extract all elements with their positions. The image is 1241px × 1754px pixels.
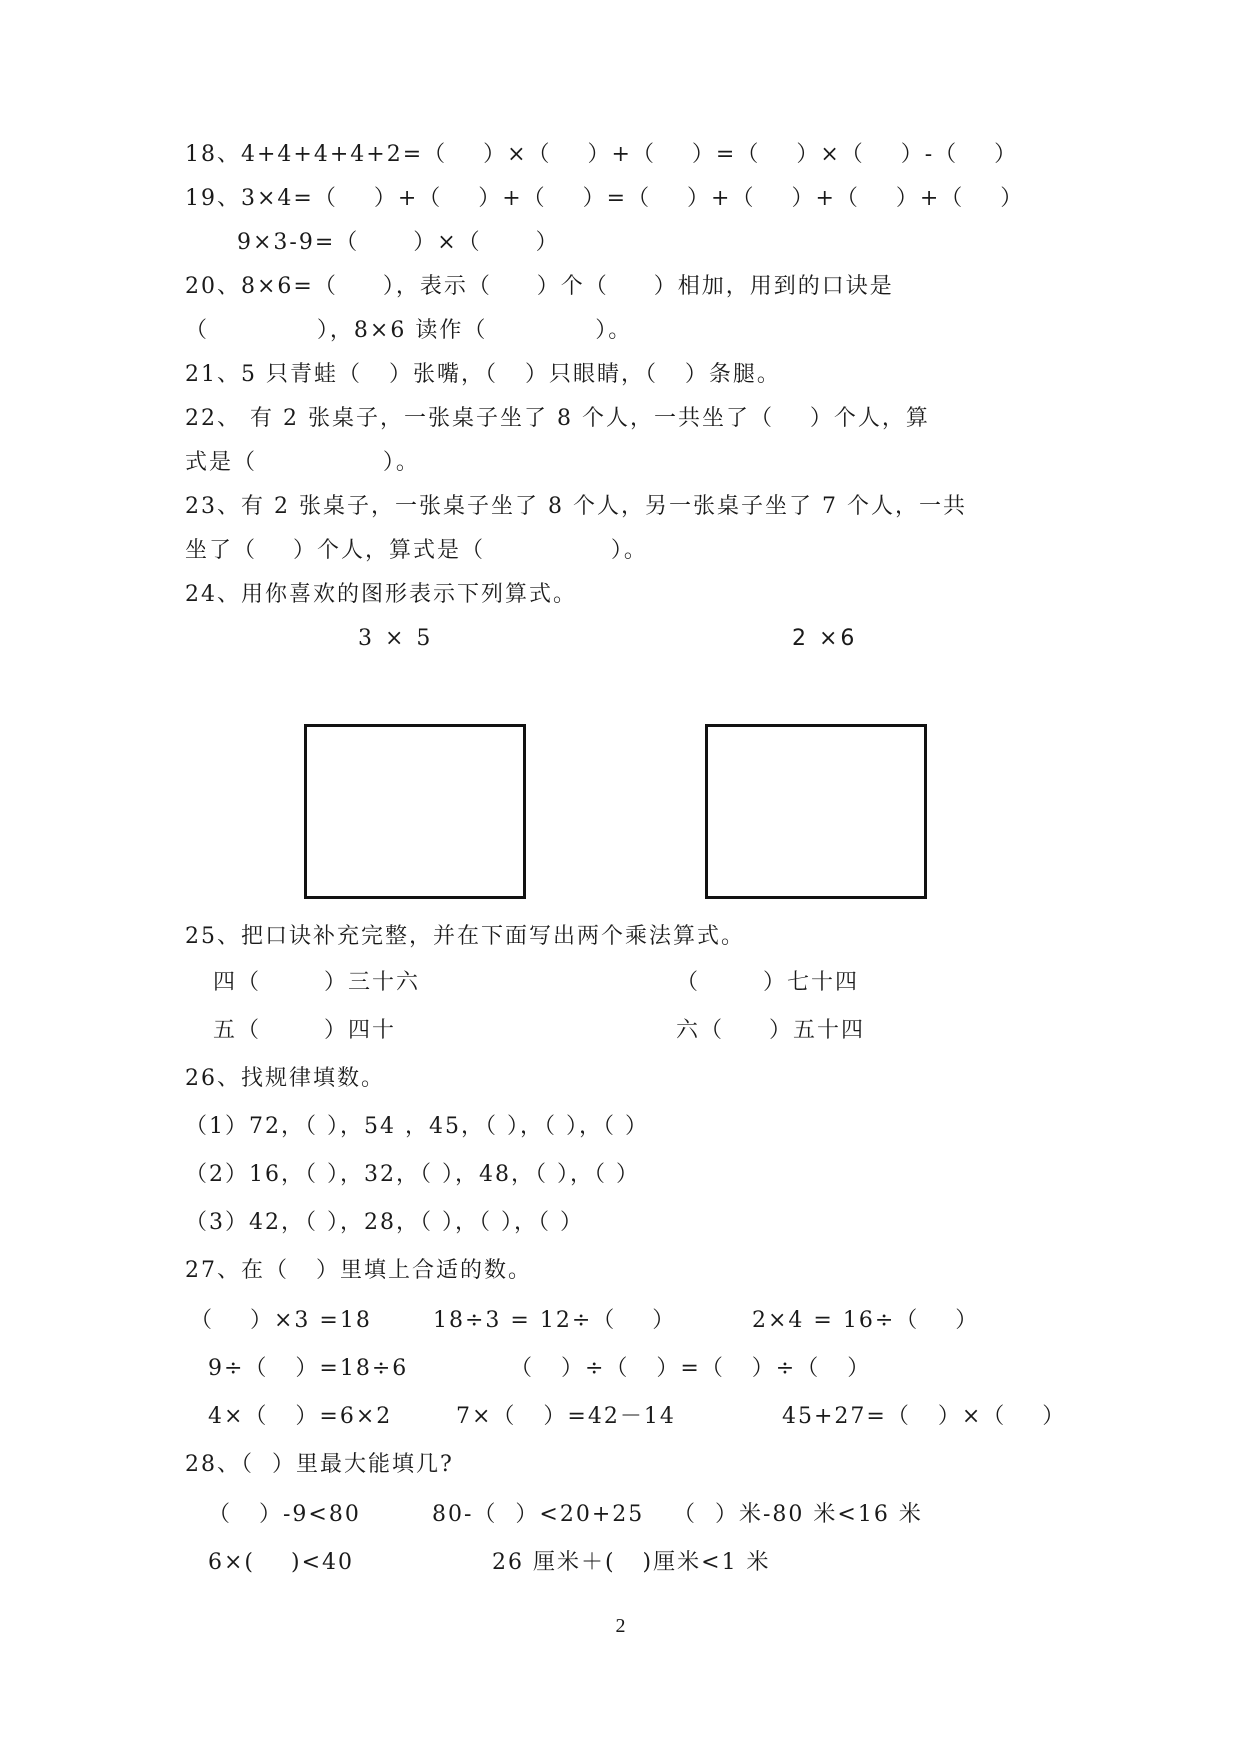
- question-24-right-expression: 2 ×6: [792, 626, 858, 651]
- question-27-r1-a: （ ）×3 =18: [190, 1308, 372, 1333]
- question-20-line-1: 20、8×6=（ ），表示（ ）个（ ）相加，用到的口诀是: [185, 274, 894, 299]
- question-25-row2-right: 六（ ）五十四: [676, 1018, 865, 1043]
- question-25-row1-left: 四（ ）三十六: [213, 970, 420, 995]
- question-26-item-1: （1）72，（ ），54 ，45，（ ），（ ），（ ）: [185, 1114, 649, 1139]
- question-22-line-2: 式是（ ）。: [185, 450, 420, 475]
- question-28-r2-a: 6×( )<40: [208, 1550, 354, 1575]
- question-27-r2-b: （ ）÷（ ）=（ ）÷（ ）: [510, 1356, 872, 1381]
- question-23-line-1: 23、有 2 张桌子，一张桌子坐了 8 个人，另一张桌子坐了 7 个人，一共: [185, 494, 967, 519]
- question-24-left-expression: 3 × 5: [358, 626, 434, 651]
- question-28: 28、（ ）里最大能填几?: [185, 1452, 454, 1477]
- question-25-row1-right: （ ）七十四: [676, 970, 859, 995]
- question-28-r1-b: 80-（ ）<20+25: [432, 1502, 645, 1527]
- question-25: 25、把口诀补充完整，并在下面写出两个乘法算式。: [185, 924, 745, 949]
- page-number: 2: [615, 1615, 626, 1637]
- question-27-r3-b: 7×（ ）=42－14: [456, 1404, 676, 1429]
- drawing-box-left[interactable]: [304, 724, 526, 899]
- question-27: 27、在（ ）里填上合适的数。: [185, 1258, 532, 1283]
- question-27-r3-c: 45+27=（ ）×（ ）: [782, 1404, 1067, 1429]
- question-27-r1-b: 18÷3 = 12÷（ ）: [433, 1308, 677, 1333]
- question-24: 24、用你喜欢的图形表示下列算式。: [185, 582, 577, 607]
- question-26: 26、找规律填数。: [185, 1066, 385, 1091]
- drawing-box-right[interactable]: [705, 724, 927, 899]
- question-19-line-1: 19、3×4=（ ）+（ ）+（ ）=（ ）+（ ）+（ ）+（ ）: [185, 186, 1025, 211]
- question-19-line-2: 9×3-9=（ ）×（ ）: [237, 230, 560, 255]
- question-28-r1-a: （ ）-9<80: [208, 1502, 361, 1527]
- question-25-row2-left: 五（ ）四十: [213, 1018, 396, 1043]
- question-20-line-2: （ ），8×6 读作（ ）。: [185, 318, 633, 343]
- question-22-line-1: 22、 有 2 张桌子，一张桌子坐了 8 个人，一共坐了（ ）个人，算: [185, 406, 930, 431]
- question-21: 21、5 只青蛙（ ）张嘴，（ ）只眼睛，（ ）条腿。: [185, 362, 781, 387]
- question-27-r3-a: 4×（ ）=6×2: [208, 1404, 393, 1429]
- question-26-item-3: （3）42，（ ），28，（ ），（ ），（ ）: [185, 1210, 584, 1235]
- question-28-r1-c: （ ）米-80 米<16 米: [673, 1502, 923, 1527]
- question-26-item-2: （2）16，（ ），32，（ ），48，（ ），（ ）: [185, 1162, 640, 1187]
- question-23-line-2: 坐了（ ）个人，算式是（ ）。: [185, 538, 648, 563]
- question-27-r2-a: 9÷（ ）=18÷6: [208, 1356, 409, 1381]
- question-28-r2-b: 26 厘米＋( )厘米<1 米: [492, 1550, 771, 1575]
- question-27-r1-c: 2×4 = 16÷（ ）: [752, 1308, 980, 1333]
- question-18: 18、4+4+4+4+2=（ ）×（ ）+（ ）=（ ）×（ ）-（ ）: [185, 142, 1019, 167]
